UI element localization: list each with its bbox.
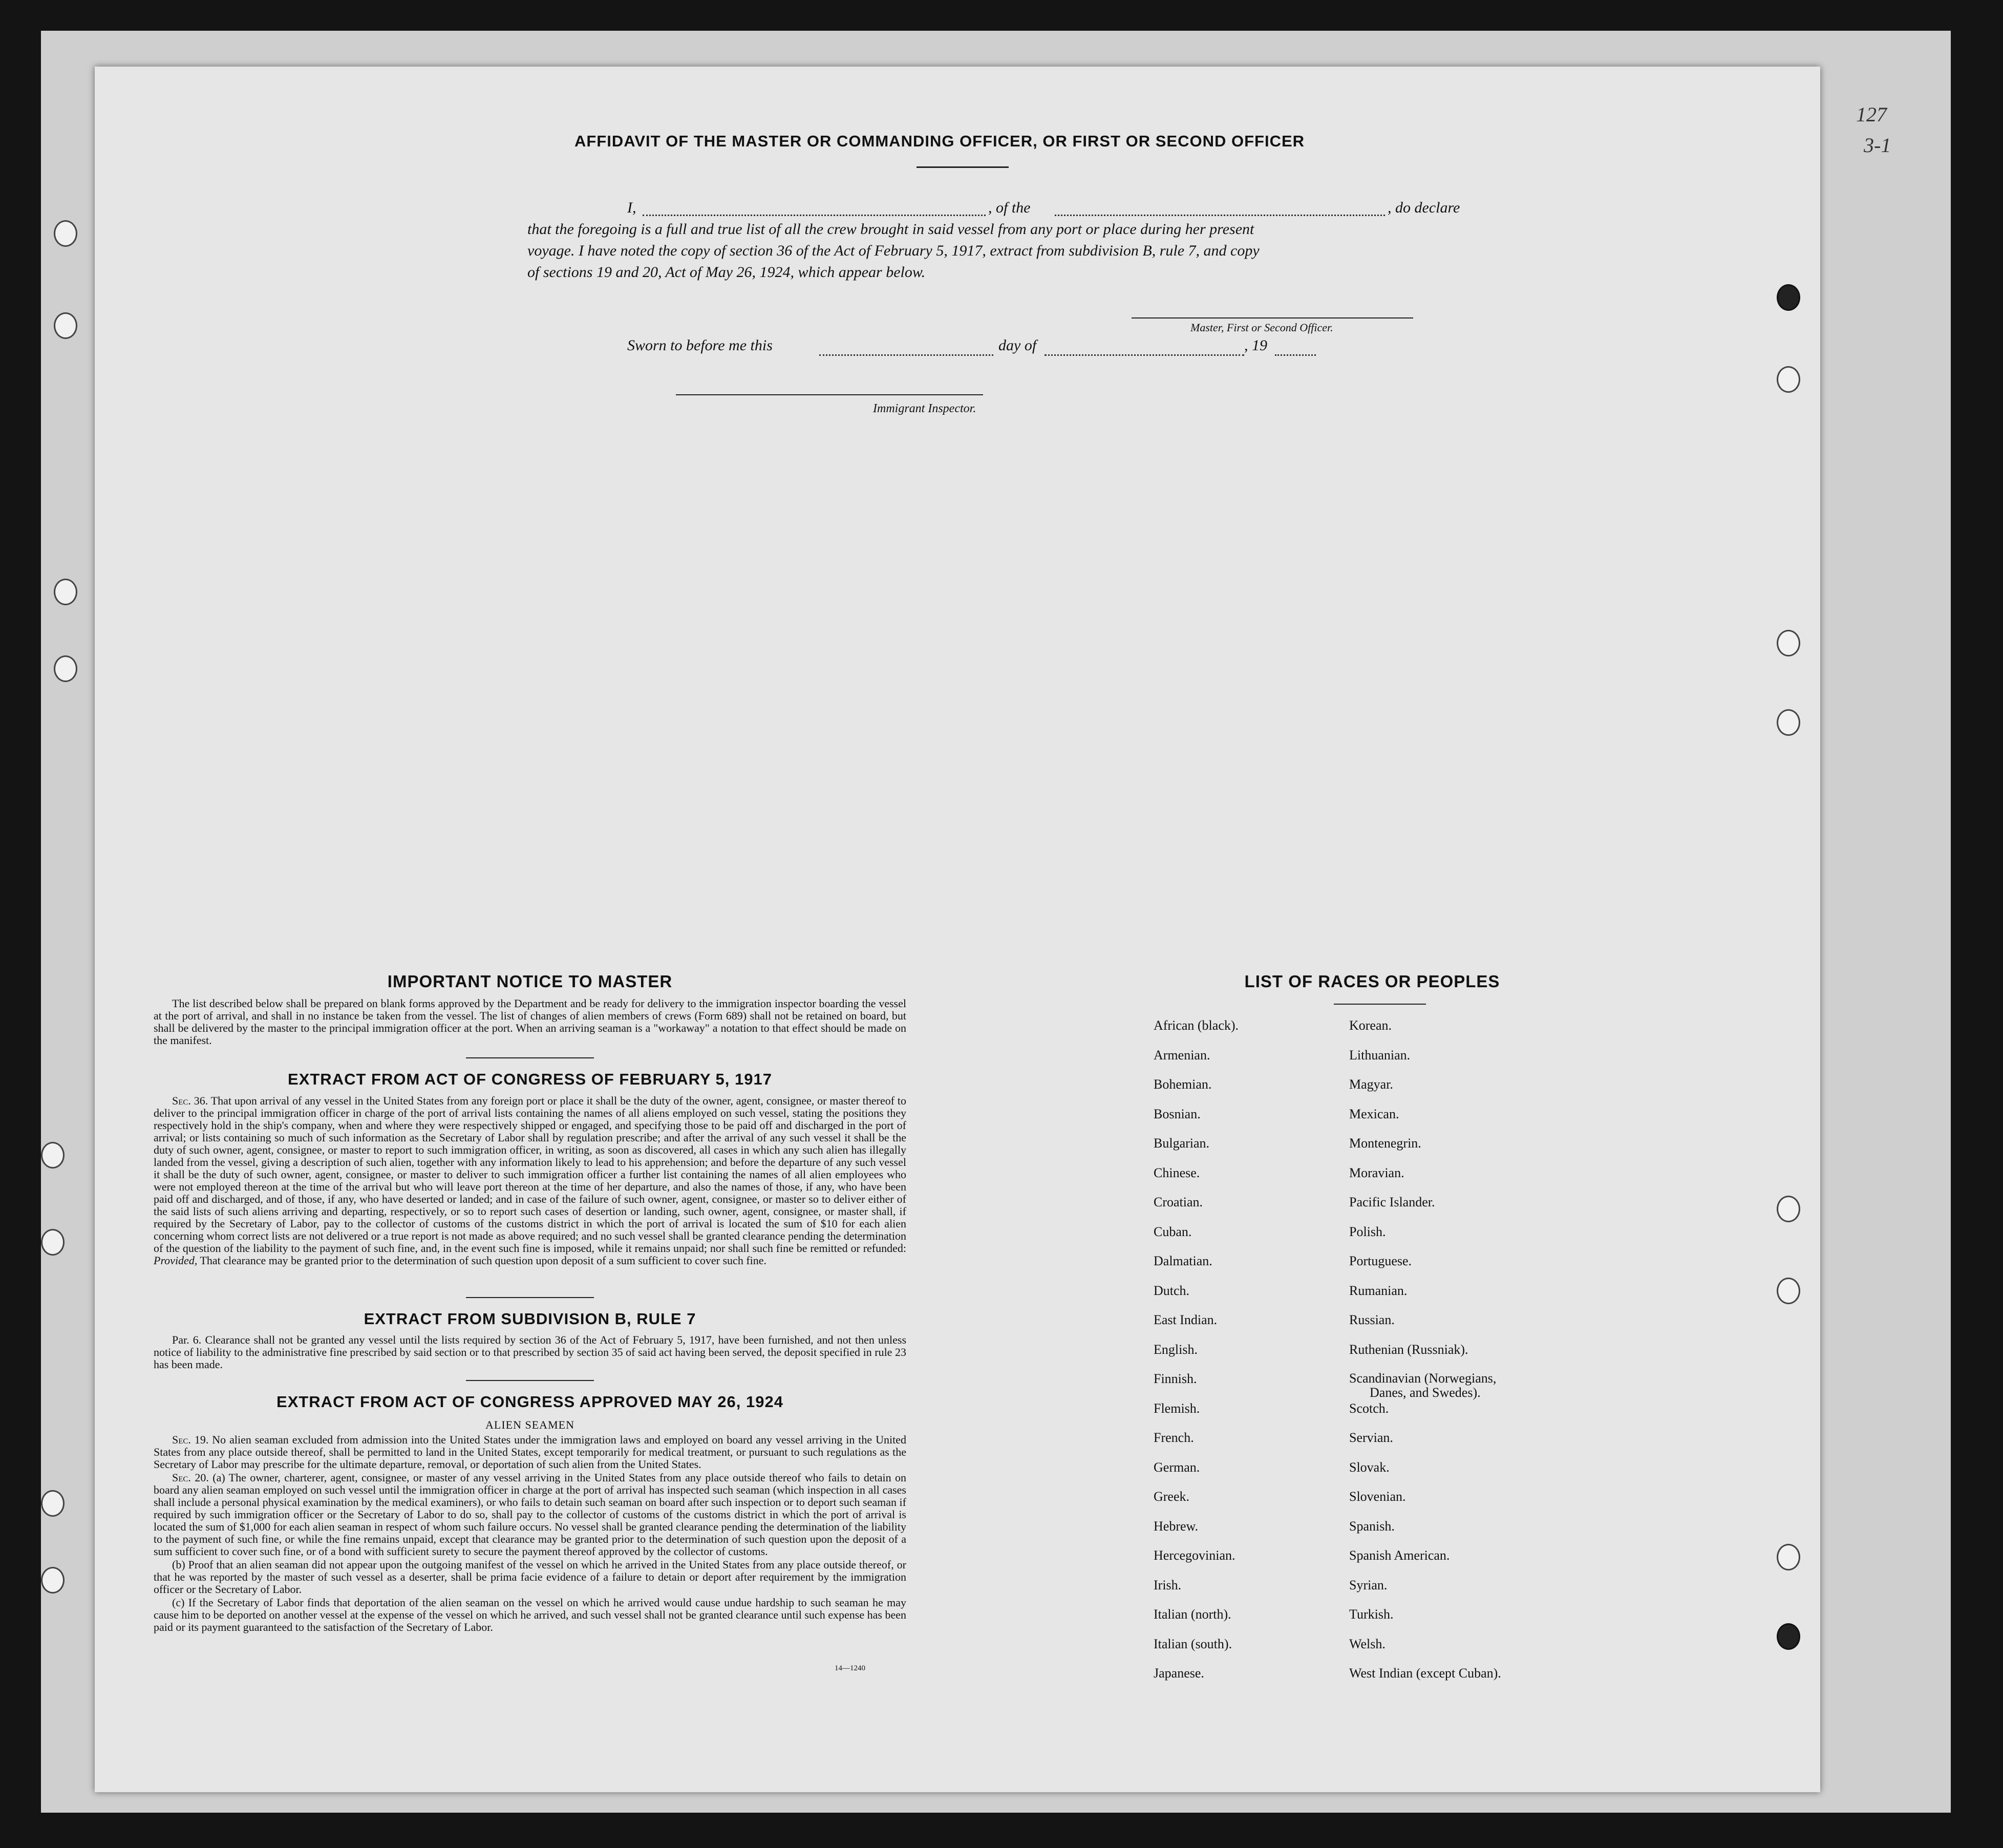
race-item: Bosnian. (1154, 1106, 1201, 1121)
form-number: 14—1240 (835, 1664, 865, 1672)
race-item: Lithuanian. (1349, 1047, 1411, 1063)
alien-seamen-subtitle: ALIEN SEAMEN (485, 1418, 574, 1431)
race-item: Chinese. (1154, 1165, 1200, 1180)
affidavit-declare: , do declare (1388, 199, 1460, 216)
race-item-line: Danes, and Swedes). (1370, 1385, 1481, 1400)
races-rule (1334, 1004, 1426, 1005)
race-item: Hercegovinian. (1154, 1548, 1235, 1563)
race-item: Hebrew. (1154, 1518, 1199, 1534)
race-item: Armenian. (1154, 1047, 1210, 1063)
race-item: Polish. (1349, 1224, 1386, 1239)
extract-1924-text (154, 1434, 906, 1634)
section-rule (466, 1297, 594, 1298)
day-blank (819, 354, 993, 356)
sec-36-body: That upon arrival of any vessel in the United States from any foreign port or place it shall be the duty of the owner, agent, consignee, or master thereof to deliver to the principal immigration officer in charge of the port of arrival lists containing the names of all aliens employed on such vessel, stating the positions they respectively hold in the ship's company, when and where they were respectively shipped or engaged, and specifying those to be paid off and discharged in the port of arrival; or lists containing so much of such information as the Secretary of Labor shall by regulation prescribe; and after the arrival of any such vessel it shall be the duty of such owner, agent, consignee, or master to report to such immigration officer, in writing, as soon as discovered, all cases in which any such alien has illegally landed from the vessel, giving a description of such alien, together with any information likely to lead to his apprehension; and before the departure of any such vessel it shall be the duty of such owner, agent, consignee, or master to deliver to such immigration officer a further list containing the names of all alien employees who were not employed thereon at the time of the arrival but who will leave port thereon at the time of her departure, and also the names of those, if any, who have been paid off and discharged, and of those, if any, who have deserted or landed; and in case of the failure of such owner, agent, consignee, or master so to deliver either of the said lists of such aliens arriving and departing, respectively, or so to report such cases of desertion or landing, such owner, agent, consignee, or master shall, if required by the Secretary of Labor, pay to the collector of customs of the customs district in which the port of arrival is located the sum of $10 for each alien concerning whom correct lists are not delivered or a true report is not made as above required; and no such vessel shall be granted clearance pending the determination of the question of the liability to the payment of such fine, and, in the event such fine is imposed, while it remains unpaid; nor shall such fine be remitted or refunded: (154, 1094, 907, 1255)
sec-20-label: Sec. 20. (172, 1471, 209, 1484)
sec-20a-body: (a) The owner, charterer, agent, consignee, or master of any vessel arriving in the United States from any place outside thereof who fails to detain on board any alien seaman employed on such vessel until the immigration officer in charge at the port of arrival has inspected such seaman (which inspection in all cases shall include a personal physical examination by the medical examiners), or who fails to detain such seaman on board after such inspection or to deport such seaman if required by such immigration officer or the Secretary of Labor to do so, shall pay to the collector of customs of the customs district in which the port of arrival is located the sum of $1,000 for each alien seaman in respect of whom such failure occurs. No vessel shall be granted clearance pending the determination of the liability to the payment of such fine, or while the fine remains unpaid, except that clearance may be granted prior to the determination of such question upon the deposit of a sum sufficient to cover such fine, or of a bond with sufficient surety to secure the payment thereof approved by the collector of customs. (154, 1471, 907, 1558)
race-item: German. (1154, 1459, 1200, 1475)
race-item: Flemish. (1154, 1400, 1200, 1416)
races-title: LIST OF RACES OR PEOPLES (1244, 972, 1500, 991)
extract-1924-title: EXTRACT FROM ACT OF CONGRESS APPROVED MAY 26, 1924 (276, 1393, 783, 1411)
inspector-caption: Immigrant Inspector. (873, 402, 976, 415)
day-of-text: day of (998, 337, 1037, 354)
punch-hole (1777, 366, 1800, 393)
sec-19-label: Sec. 19. (172, 1433, 209, 1446)
extract-rule7-text (154, 1334, 906, 1372)
sworn-line (627, 337, 1344, 358)
race-item: Irish. (1154, 1577, 1182, 1592)
sworn-text: Sworn to before me this (627, 337, 773, 354)
race-item: African (black). (1154, 1018, 1239, 1033)
year-blank (1275, 354, 1316, 356)
race-item: East Indian. (1154, 1312, 1218, 1327)
affidavit-i: I, (627, 199, 636, 216)
inspector-signature-line (676, 394, 983, 395)
race-item: Syrian. (1349, 1577, 1388, 1592)
races-left-column (1154, 1018, 1239, 1695)
race-item: Bulgarian. (1154, 1136, 1210, 1151)
race-item-line: Scandinavian (Norwegians, (1349, 1371, 1497, 1386)
race-item: Spanish American. (1349, 1548, 1450, 1563)
notice-text (154, 997, 906, 1048)
race-item: Welsh. (1349, 1636, 1386, 1651)
race-item: Finnish. (1154, 1371, 1197, 1386)
sec-20b-body: (b) Proof that an alien seaman did not appear upon the outgoing manifest of the vessel on which he arrived in the United States from any place outside thereof, or that he was reported by the master of such vessel as a deserter, shall be prima facie evidence of a failure to detain or deport after requirement by the immigration officer or the Secretary of Labor. (154, 1558, 906, 1596)
punch-hole (1777, 630, 1800, 656)
race-item: Scotch. (1349, 1400, 1389, 1416)
race-item: Ruthenian (Russniak). (1349, 1342, 1468, 1357)
race-item: Cuban. (1154, 1224, 1192, 1239)
extract-1917-text (154, 1095, 906, 1268)
race-item: Servian. (1349, 1430, 1393, 1445)
punch-hole (1777, 1196, 1800, 1222)
race-item: Montenegrin. (1349, 1136, 1421, 1151)
race-item: Croatian. (1154, 1195, 1203, 1209)
races-right-column (1349, 1018, 1501, 1695)
title-rule (917, 166, 1009, 168)
sec-19-body: No alien seaman excluded from admission into the United States under the immigration laws and employed on board any vessel arriving in the United States from any place outside thereof, shall be permitted to land in the United States, except temporarily for medical treatment, or pursuant to such regulations as the Secretary of Labor may prescribe for the ultimate departure, removal, or deportation of such alien from the United States. (154, 1433, 906, 1471)
master-signature-line (1132, 317, 1413, 318)
race-item: Korean. (1349, 1018, 1392, 1033)
binding-hole (54, 220, 77, 247)
rule7-body: Par. 6. Clearance shall not be granted any vessel until the lists required by section 36 of the Act of February 5, 1917, have been furnished, and not then unless notice of liability to the administrative fine prescribed by said section or to that prescribed by section 35 of said act having been served, the deposit specified in rule 23 has been made. (154, 1333, 906, 1371)
race-item: French. (1154, 1430, 1194, 1445)
affidavit-line-2: that the foregoing is a full and true list of all the crew brought in said vessel from any port or place during her present (527, 221, 1254, 238)
binding-hole (54, 655, 77, 682)
extract-1917-title: EXTRACT FROM ACT OF CONGRESS OF FEBRUARY 5, 1917 (288, 1070, 772, 1088)
punch-hole (1777, 1278, 1800, 1304)
race-item: Spanish. (1349, 1518, 1395, 1534)
proviso-body: That clearance may be granted prior to the determination of such question upon deposit of a sum sufficient to cover such fine. (200, 1254, 767, 1267)
punch-hole (1777, 1623, 1800, 1650)
binding-hole (54, 312, 77, 339)
sec-36-label: Sec. 36. (172, 1094, 208, 1107)
race-item: Italian (south). (1154, 1636, 1232, 1651)
month-blank (1045, 354, 1244, 356)
punch-hole (1777, 1544, 1800, 1570)
punch-hole (1777, 709, 1800, 736)
race-item: Dutch. (1154, 1283, 1190, 1298)
race-item: Dalmatian. (1154, 1254, 1212, 1268)
margin-note-2: 3-1 (1864, 134, 1891, 157)
master-caption: Master, First or Second Officer. (1190, 321, 1333, 334)
race-item: Pacific Islander. (1349, 1195, 1435, 1209)
race-item: Greek. (1154, 1489, 1190, 1504)
race-item-multiline (1349, 1371, 1501, 1401)
race-item: Rumanian. (1349, 1283, 1408, 1298)
affidavit-of-the: , of the (988, 199, 1031, 216)
race-item: Moravian. (1349, 1165, 1404, 1180)
race-item: Italian (north). (1154, 1607, 1231, 1622)
notice-title: IMPORTANT NOTICE TO MASTER (387, 972, 673, 991)
binding-hole (41, 1567, 65, 1594)
race-item: Mexican. (1349, 1106, 1399, 1121)
affidavit-title: AFFIDAVIT OF THE MASTER OR COMMANDING OFFICER, OR FIRST OR SECOND OFFICER (574, 132, 1305, 150)
year-prefix: , 19 (1244, 337, 1267, 354)
extract-rule7-title: EXTRACT FROM SUBDIVISION B, RULE 7 (364, 1310, 696, 1328)
race-item: West Indian (except Cuban). (1349, 1666, 1501, 1681)
race-item: English. (1154, 1342, 1198, 1357)
race-item: Slovak. (1349, 1459, 1390, 1475)
binding-hole (41, 1229, 65, 1256)
vessel-blank (1055, 215, 1385, 216)
margin-note-1: 127 (1856, 103, 1887, 126)
proviso-label: Provided, (154, 1254, 198, 1267)
section-rule (466, 1380, 594, 1381)
race-item: Portuguese. (1349, 1254, 1412, 1268)
binding-hole (41, 1490, 65, 1517)
binding-hole (54, 579, 77, 605)
race-item: Japanese. (1154, 1666, 1204, 1681)
race-item: Bohemian. (1154, 1077, 1212, 1092)
affidavit-line-3: voyage. I have noted the copy of section 36 of the Act of February 5, 1917, extract from subdivision B, rule 7, and copy (527, 242, 1260, 259)
affidavit-line-4: of sections 19 and 20, Act of May 26, 1924, which appear below. (527, 264, 926, 281)
name-blank (643, 215, 986, 216)
notice-body: The list described below shall be prepared on blank forms approved by the Department and be ready for delivery to the immigration inspector boarding the vessel at the port of arrival, and shall in no instance be taken from the vessel. The list of changes of alien members of crews (Form 689) shall not be retained on board, but shall be delivered by the master to the principal immigration officer at the port. When an arriving seaman is a "workaway" a notation to that effect should be made on the manifest. (154, 997, 906, 1047)
document-page (95, 67, 1820, 1792)
punch-hole (1777, 284, 1800, 311)
section-rule (466, 1057, 594, 1058)
binding-hole (41, 1142, 65, 1169)
race-item: Magyar. (1349, 1077, 1393, 1092)
sec-20c-body: (c) If the Secretary of Labor finds that deportation of the alien seaman on the vessel on which he arrived would cause undue hardship to such seaman he may cause him to be deported on another vessel at the expense of the vessel on which he arrived, and such vessel shall not be granted clearance until such expense has been paid or its payment guaranteed to the satisfaction of the Secretary of Labor. (154, 1596, 906, 1633)
race-item: Russian. (1349, 1312, 1395, 1327)
affidavit-body (527, 197, 1541, 283)
race-item: Slovenian. (1349, 1489, 1406, 1504)
race-item: Turkish. (1349, 1607, 1394, 1622)
